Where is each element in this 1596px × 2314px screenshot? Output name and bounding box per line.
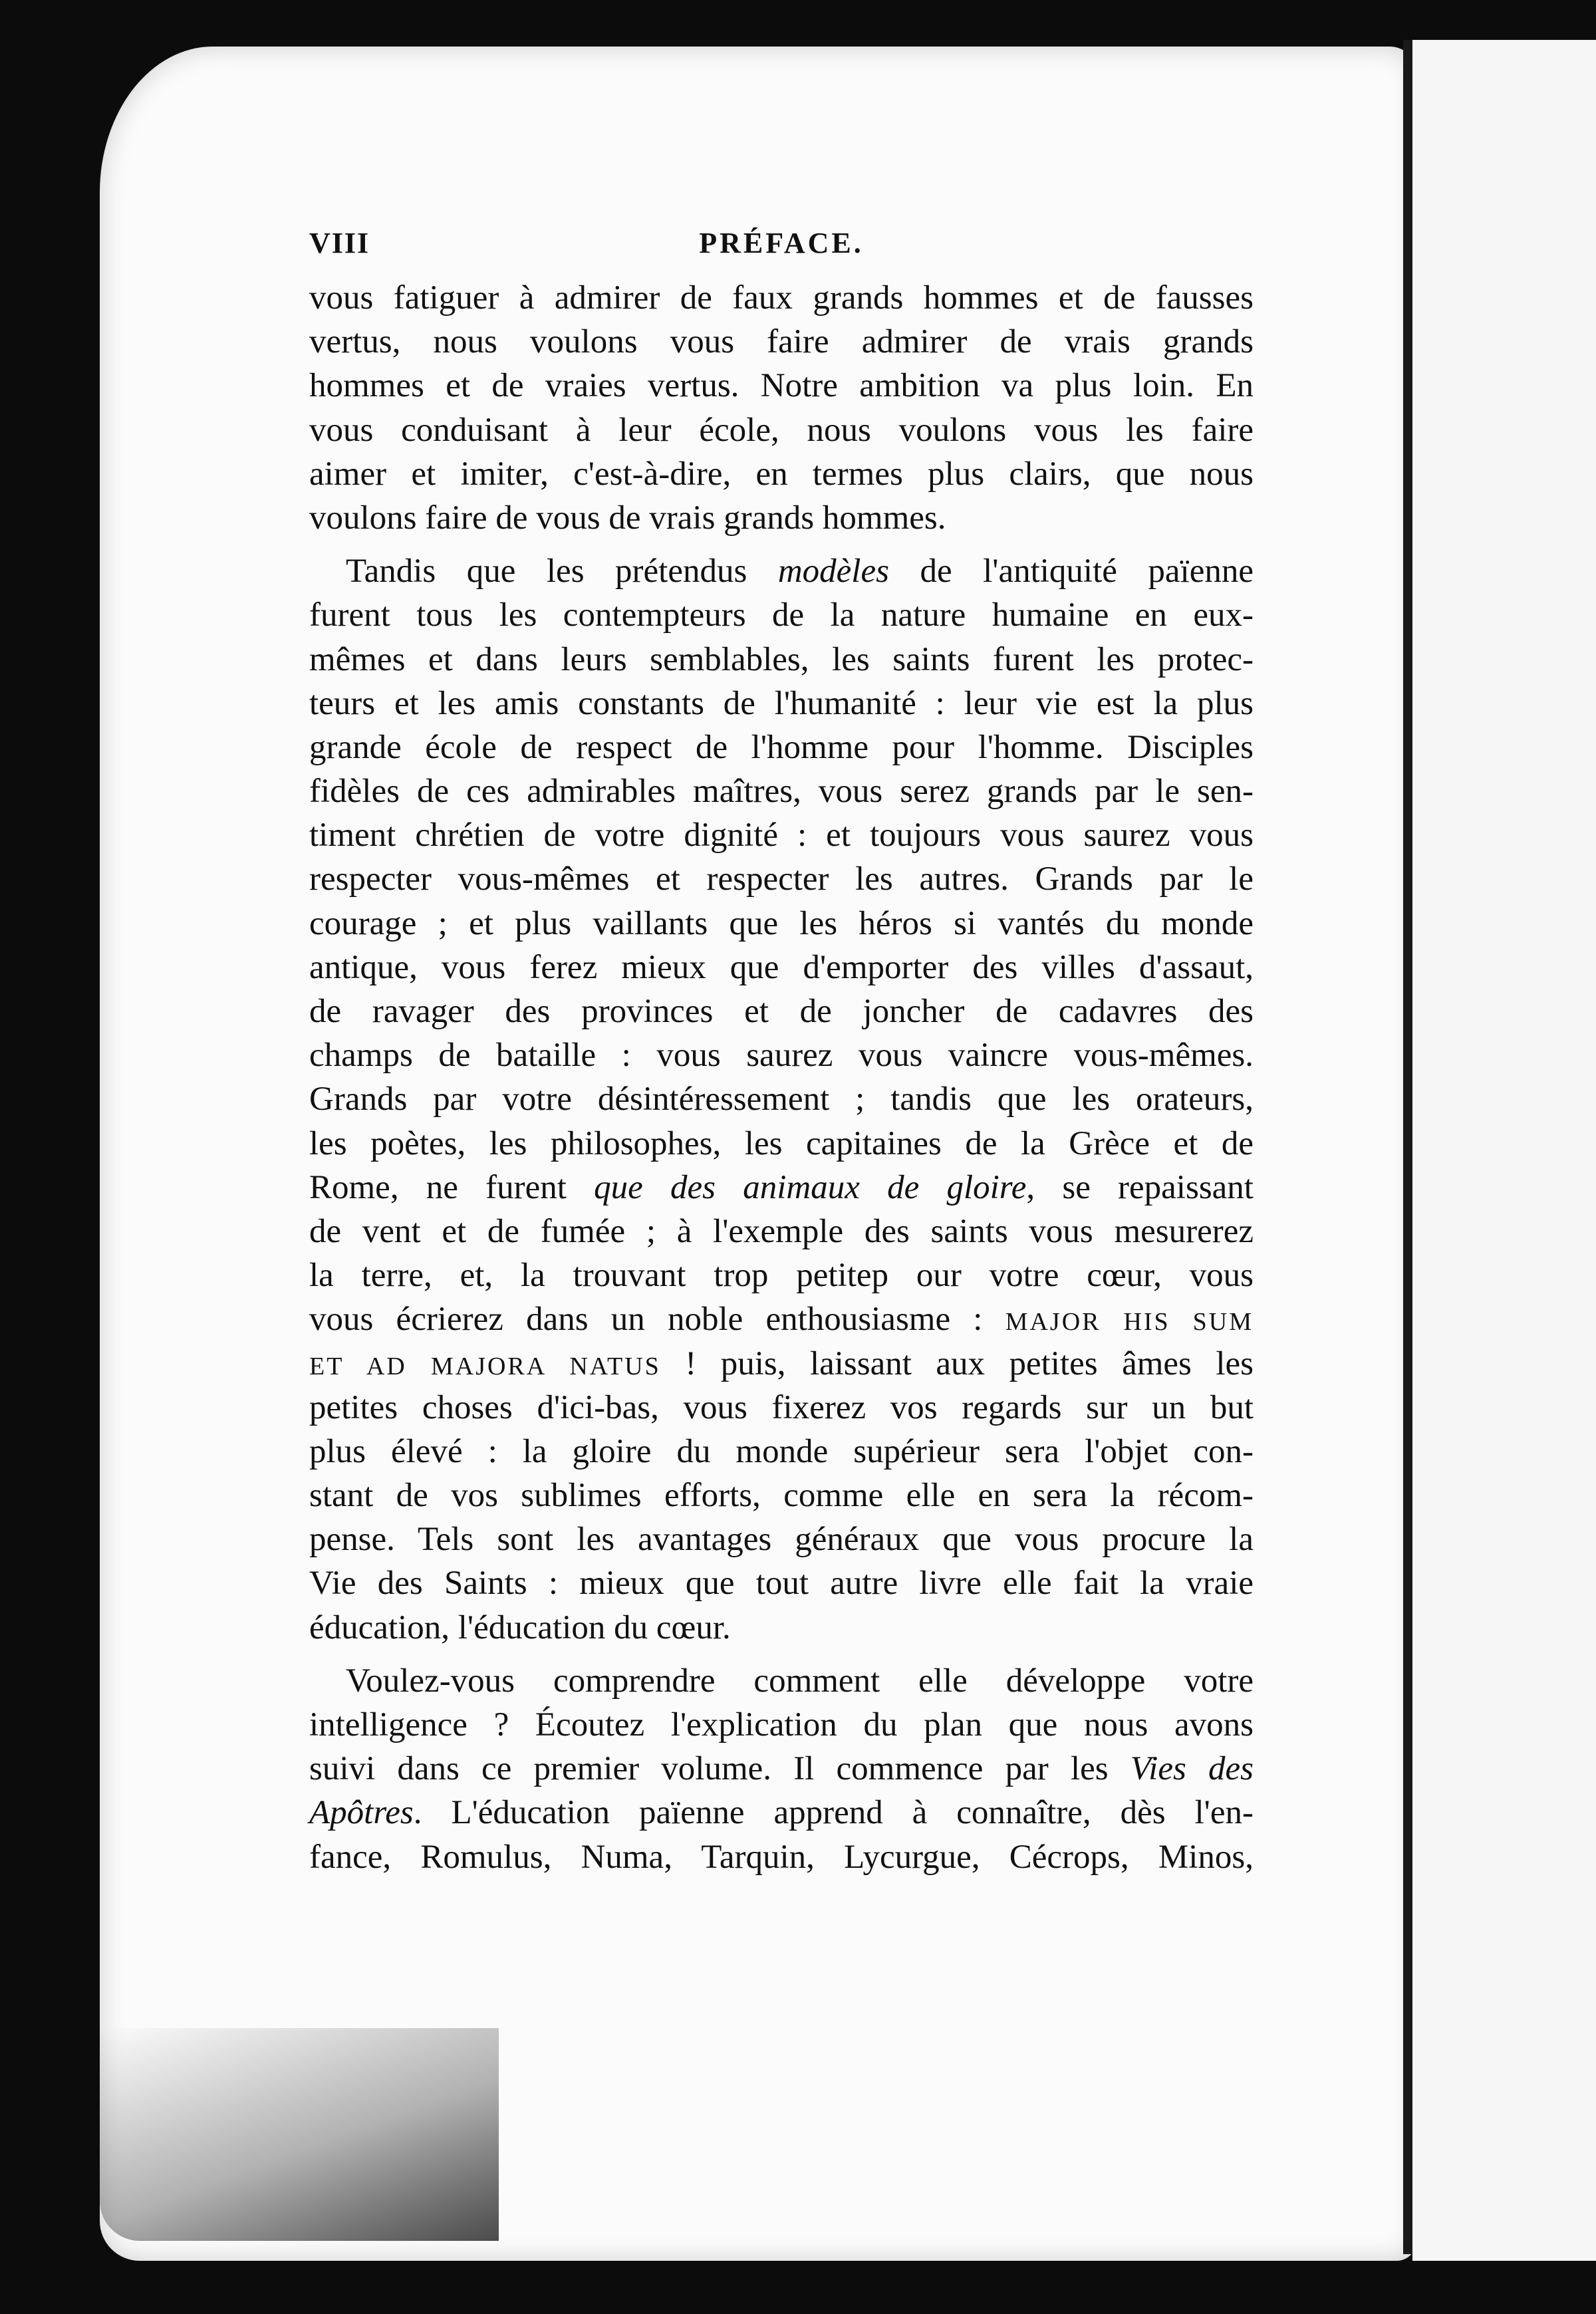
text-line: vous fatiguer à admirer de faux grands hommes et de fausses	[309, 279, 1254, 317]
text-line: Rome, ne furent que des animaux de gloire, se repaissant	[309, 1168, 1254, 1206]
running-title: PRÉFACE.	[699, 227, 864, 259]
text-line: antique, vous ferez mieux que d'emporter des villes d'assaut,	[309, 948, 1254, 986]
page-number: VIII	[309, 227, 370, 259]
text-line: petites choses d'ici-bas, vous fixerez vos regards sur un but	[309, 1388, 1254, 1426]
text-line: ET AD MAJORA NATUS ! puis, laissant aux petites âmes les	[309, 1345, 1254, 1382]
italic-text: que des animaux de gloire	[594, 1168, 1027, 1206]
text-line: timent chrétien de votre dignité : et toujours vous saurez vous	[309, 817, 1254, 854]
text-line: courage ; et plus vaillants que les héros si vantés du monde	[309, 904, 1254, 942]
corner-smudge	[100, 2028, 499, 2241]
text-line: Vie des Saints : mieux que tout autre livre elle fait la vraie	[309, 1565, 1254, 1603]
body-text	[309, 276, 1254, 1879]
text-line: stant de vos sublimes efforts, comme elle en sera la récom-	[309, 1477, 1254, 1515]
text-line: intelligence ? Écoutez l'explication du plan que nous avons	[309, 1706, 1254, 1743]
small-caps-text: ET AD MAJORA NATUS	[309, 1352, 661, 1380]
text-line: vous écrierez dans un noble enthousiasme : MAJOR HIS SUM	[309, 1301, 1254, 1339]
paragraph-gap	[309, 1650, 1254, 1659]
small-caps-text: MAJOR HIS SUM	[1005, 1308, 1254, 1337]
italic-text: Apôtres	[309, 1794, 414, 1832]
scan-border	[0, 2261, 1596, 2314]
text-line: mêmes et dans leurs semblables, les saints furent les protec-	[309, 640, 1254, 678]
text-line: respecter vous-mêmes et respecter les autres. Grands par le	[309, 860, 1254, 898]
text-line: Apôtres. L'éducation païenne apprend à connaître, dès l'en-	[309, 1794, 1254, 1832]
text-line: fidèles de ces admirables maîtres, vous serez grands par le sen-	[309, 773, 1254, 811]
text-line: Voulez-vous comprendre comment elle développe votre	[346, 1662, 1254, 1700]
text-line: teurs et les amis constants de l'humanité : leur vie est la plus	[309, 684, 1254, 722]
text-line: champs de bataille : vous saurez vous vaincre vous-mêmes.	[309, 1037, 1254, 1075]
text-line: éducation, l'éducation du cœur.	[309, 1608, 731, 1646]
italic-text: Vies des	[1130, 1750, 1254, 1788]
text-line: suivi dans ce premier volume. Il commence par les Vies des	[309, 1750, 1254, 1788]
adjacent-page	[1412, 40, 1596, 2261]
text-line: grande école de respect de l'homme pour l'homme. Disciples	[309, 728, 1254, 766]
text-line: furent tous les contempteurs de la nature humaine en eux-	[309, 596, 1254, 634]
text-line: Tandis que les prétendus modèles de l'antiquité païenne	[346, 553, 1254, 590]
paragraph-gap	[309, 540, 1254, 549]
text-line: hommes et de vraies vertus. Notre ambition va plus loin. En	[309, 367, 1254, 405]
text-line: la terre, et, la trouvant trop petitep our votre cœur, vous	[309, 1257, 1254, 1295]
page-header	[309, 226, 1254, 273]
text-line: aimer et imiter, c'est-à-dire, en termes plus clairs, que nous	[309, 455, 1254, 493]
text-line: vertus, nous voulons vous faire admirer de vrais grands	[309, 323, 1254, 361]
text-line: de ravager des provinces et de joncher de cadavres des	[309, 993, 1254, 1030]
text-line: voulons faire de vous de vrais grands hommes.	[309, 499, 946, 537]
text-line: fance, Romulus, Numa, Tarquin, Lycurgue, Cécrops, Minos,	[309, 1838, 1254, 1876]
text-line: vous conduisant à leur école, nous voulons vous les faire	[309, 411, 1254, 449]
text-line: de vent et de fumée ; à l'exemple des saints vous mesurerez	[309, 1212, 1254, 1250]
italic-text: modèles	[777, 553, 889, 590]
book-spine	[1403, 40, 1412, 2254]
text-line: plus élevé : la gloire du monde supérieur sera l'objet con-	[309, 1432, 1254, 1470]
text-line: les poètes, les philosophes, les capitaines de la Grèce et de	[309, 1124, 1254, 1162]
text-line: Grands par votre désintéressement ; tandis que les orateurs,	[309, 1081, 1254, 1118]
text-line: pense. Tels sont les avantages généraux que vous procure la	[309, 1521, 1254, 1559]
